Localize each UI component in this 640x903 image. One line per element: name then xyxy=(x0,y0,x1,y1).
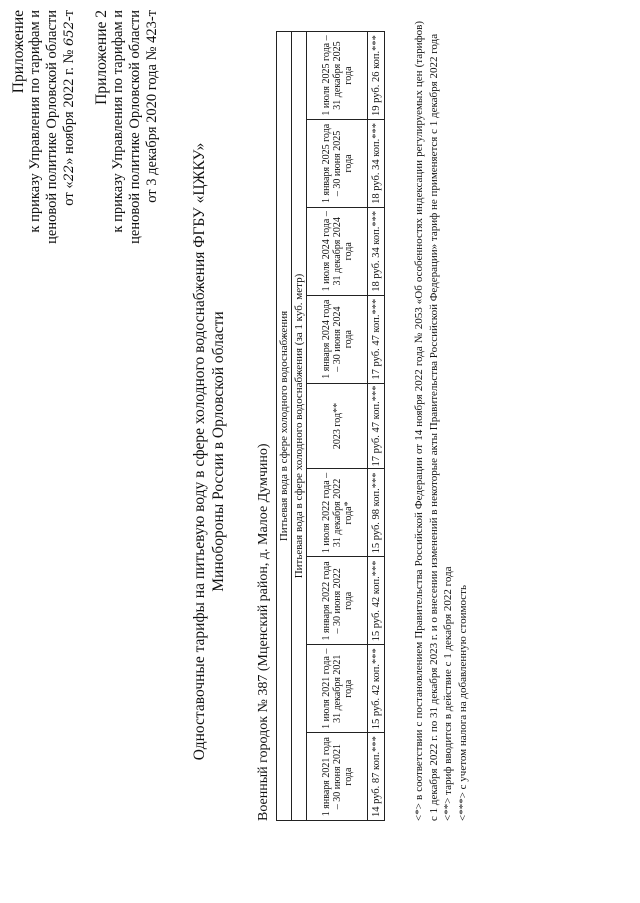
tariff-value-cell: 14 руб. 87 коп.*** xyxy=(368,733,385,821)
period-cell: 2023 год** xyxy=(307,383,368,469)
tariff-value-cell: 15 руб. 42 коп.*** xyxy=(368,645,385,733)
appendix2-line-2: ценовой политике Орловской области xyxy=(127,10,143,244)
footnote-3: <***> с учетом налога на добавленную стоимость xyxy=(456,585,469,821)
title-line-2: Минобороны России в Орловской области xyxy=(210,311,227,592)
footnote-1: <*> в соответствии с постановлением Правительства Российской Федерации от 14 ноября 2022 года № 2053 «Об особенностях индексации регулируемых цен (тарифов) с 1 декабря 2022 г. по 31 декабря 2023 г. и о внесении изменений в некоторые акты Правительства Российской Федерации» тариф не применяется с 1 декабря 2022 года xyxy=(413,21,440,821)
period-cell: 1 января 2021 года – 30 июня 2021 года xyxy=(307,733,368,821)
appendix-heading: Приложение xyxy=(10,10,27,94)
period-cell: 1 января 2025 года – 30 июня 2025 года xyxy=(307,120,368,208)
handwritten-day: 22 xyxy=(62,164,77,182)
table-caption-row-2 xyxy=(292,32,307,821)
footnote-2: <**> тариф вводится в действие с 1 декабря 2022 года xyxy=(442,566,454,821)
table-caption-1: Питьевая вода в сфере холодного водоснабжения xyxy=(277,32,292,821)
table-caption-2: Питьевая вода в сфере холодного водоснабжения (за 1 куб. метр) xyxy=(292,32,307,821)
period-cell: 1 июля 2022 года – 31 декабря 2022 года* xyxy=(307,469,368,557)
appendix-line-1: к приказу Управления по тарифам и xyxy=(27,10,43,233)
appendix-line-2: ценовой политике Орловской области xyxy=(44,10,60,244)
period-cell: 1 июля 2025 года – 31 декабря 2025 года xyxy=(307,32,368,120)
tariff-value-cell: 18 руб. 34 коп.*** xyxy=(368,207,385,295)
document-title xyxy=(190,0,228,903)
appendix-header-original xyxy=(93,10,161,244)
period-cell: 1 января 2024 года – 30 июня 2024 года xyxy=(307,295,368,383)
tariff-value-cell: 15 руб. 98 коп.*** xyxy=(368,469,385,557)
order-number-suffix: -т xyxy=(61,10,77,22)
location-label: Военный городок № 387 (Мценский район, д. Малое Думчино) xyxy=(256,443,271,821)
tariff-value-cell: 17 руб. 47 коп.*** xyxy=(368,295,385,383)
order-date-mid: » ноября 2022 г. № xyxy=(61,49,77,165)
appendix-order-line xyxy=(61,10,78,244)
footnotes xyxy=(412,21,470,821)
appendix2-heading: Приложение 2 xyxy=(93,10,110,105)
tariff-value-cell: 17 руб. 47 коп.*** xyxy=(368,383,385,469)
order-date-prefix: от « xyxy=(61,181,77,206)
appendix-header-current xyxy=(10,10,78,244)
handwritten-order-number: 652 xyxy=(62,21,77,46)
tariff-value-cell: 15 руб. 42 коп.*** xyxy=(368,557,385,645)
period-cell: 1 июля 2024 года – 31 декабря 2024 года xyxy=(307,207,368,295)
tariff-value-cell: 19 руб. 26 коп.*** xyxy=(368,32,385,120)
table-period-row xyxy=(307,32,368,821)
period-cell: 1 июля 2021 года – 31 декабря 2021 года xyxy=(307,645,368,733)
appendix2-line-3: от 3 декабря 2020 года № 423-т xyxy=(144,10,160,203)
table-value-row xyxy=(368,32,385,821)
appendix2-line-1: к приказу Управления по тарифам и xyxy=(110,10,126,233)
period-cell: 1 января 2022 года – 30 июня 2022 года xyxy=(307,557,368,645)
title-line-1: Одноставочные тарифы на питьевую воду в сфере холодного водоснабжения ФГБУ «ЦЖКУ» xyxy=(191,142,208,761)
tariff-table xyxy=(276,31,385,821)
tariff-value-cell: 18 руб. 34 коп.*** xyxy=(368,120,385,208)
table-caption-row-1 xyxy=(277,32,292,821)
